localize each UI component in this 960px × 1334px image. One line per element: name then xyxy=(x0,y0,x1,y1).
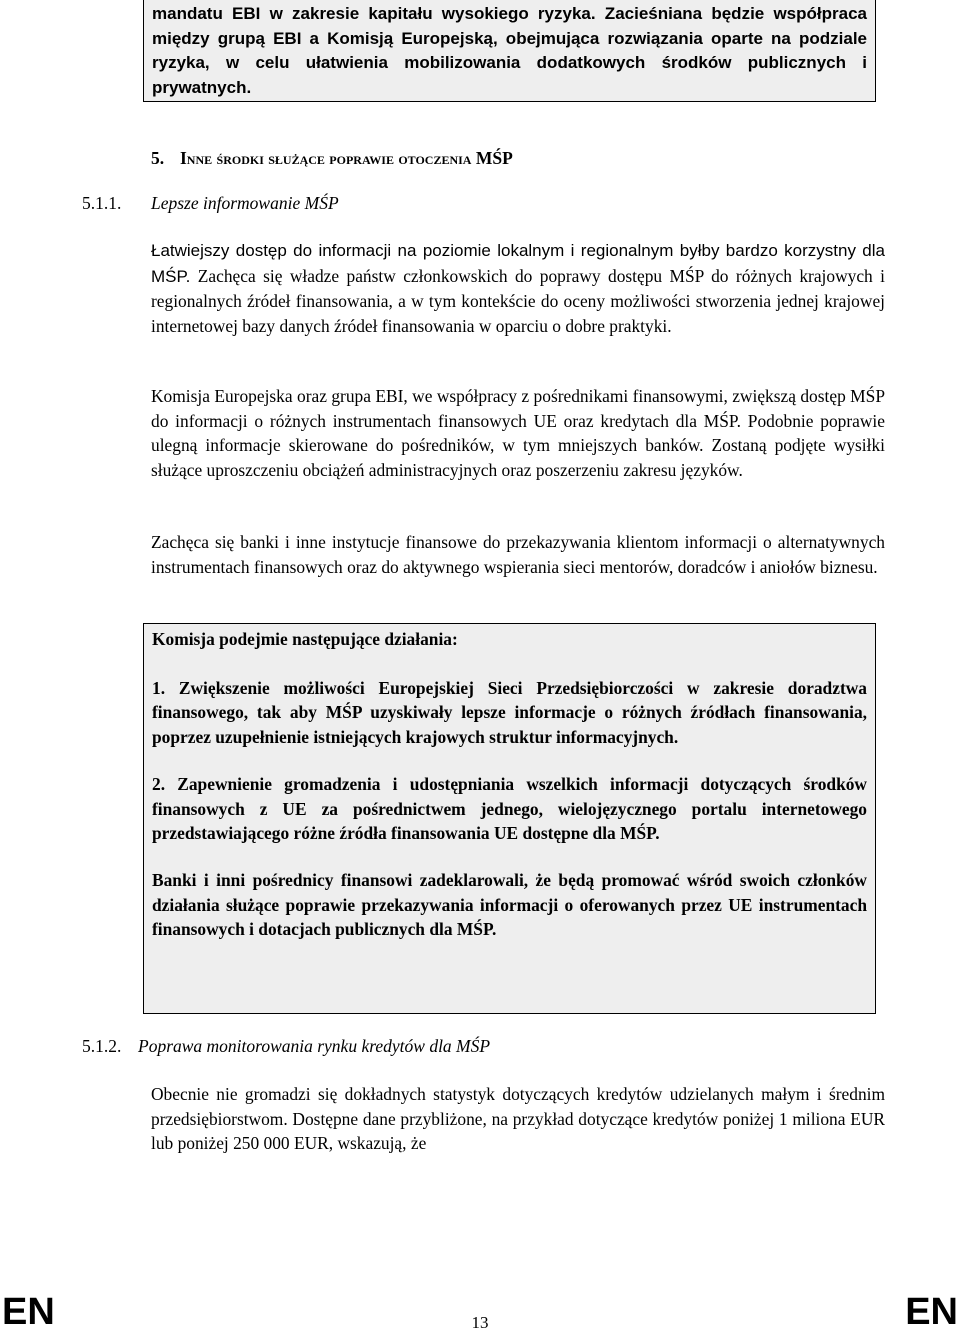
banks-declaration: Banki i inni pośrednicy finansowi zadeklarowali, że będą promować wśród swoich członków działania służące poprawie przekazywania informacji o oferowanych przez UE instrumentach finansowych i dotacjach publicznych dla MŚP. xyxy=(152,869,867,940)
paragraph-commission-ebi: Komisja Europejska oraz grupa EBI, we współpracy z pośrednikami finansowymi, zwiększą dostęp MŚP do informacji o różnych instrumentach finansowych UE oraz kredytach dla MŚP. Podobnie poprawie ulegną informacje skierowane do pośredników, w tym mniejszych banków. Zostaną podjęte wysiłki służące uproszczeniu obciążeń administracyjnych oraz poszerzeniu zakresu języków. xyxy=(151,386,885,481)
section-5-heading-row xyxy=(151,148,164,169)
subsection-511-number: 5.1.1. xyxy=(82,193,122,213)
top-box-text: mandatu EBI w zakresie kapitału wysokiego ryzyka. Zacieśniana będzie współpraca między grupą EBI a Komisją Europejską, obejmująca rozwiązania oparte na podziale ryzyka, w celu ułatwienia mobilizowania dodatkowych środków publicznych i prywatnych. xyxy=(152,4,867,97)
paragraph-local-access xyxy=(151,238,885,339)
action-item-1: 1. Zwiększenie możliwości Europejskiej Sieci Przedsiębiorczości w zakresie doradztwa finansowego, tak aby MŚP uzyskiwały lepsze informacje o różnych źródłach finansowania, poprzez uzupełnienie istniejących krajowych struktur informacyjnych. xyxy=(152,677,867,748)
action-item-2: 2. Zapewnienie gromadzenia i udostępniania wszelkich informacji dotyczących środków finansowych z UE za pośrednictwem jednego, wielojęzycznego portalu internetowego przedstawiającego różne źródła finansowania UE dostępne dla MŚP. xyxy=(152,773,867,844)
actions-box xyxy=(143,623,876,1014)
top-boxed-paragraph xyxy=(143,0,876,102)
section-5-number: 5. xyxy=(151,148,165,168)
page-number: 13 xyxy=(471,1313,489,1332)
footer-lang-left: EN xyxy=(2,1291,55,1333)
subsection-512-title: Poprawa monitorowania rynku kredytów dla MŚP xyxy=(138,1036,491,1056)
subsection-512-number: 5.1.2. xyxy=(82,1036,122,1056)
actions-heading: Komisja podejmie następujące działania: xyxy=(152,629,458,649)
paragraph-local-access-serif: Zachęca się władze państw członkowskich do poprawy dostępu MŚP do różnych krajowych i regionalnych źródeł finansowania, a w tym kontekście do oceny możliwości stworzenia jednej krajowej internetowej bazy danych źródeł finansowania w oparciu o dobre praktyki. xyxy=(151,265,885,337)
paragraph-banks-encouraged: Zachęca się banki i inne instytucje finansowe do przekazywania klientom informacji o alternatywnych instrumentach finansowych oraz do aktywnego wspierania sieci mentorów, doradców i aniołów biznesu. xyxy=(151,532,885,577)
section-5-title: Inne środki służące poprawie otoczenia MŚP xyxy=(180,148,513,168)
footer-lang-right: EN xyxy=(905,1291,958,1333)
subsection-511-title: Lepsze informowanie MŚP xyxy=(151,193,339,213)
paragraph-statistics: Obecnie nie gromadzi się dokładnych statystyk dotyczących kredytów udzielanych małym i średnim przedsiębiorstwom. Dostępne dane przybliżone, na przykład dotyczące kredytów poniżej 1 miliona EUR lub poniżej 250 000 EUR, wskazują, że xyxy=(151,1084,885,1154)
paragraph-local-access-sans: Łatwiejszy dostęp do informacji na poziomie lokalnym i regionalnym byłby bardzo korzystny dla MŚP. xyxy=(151,241,885,286)
